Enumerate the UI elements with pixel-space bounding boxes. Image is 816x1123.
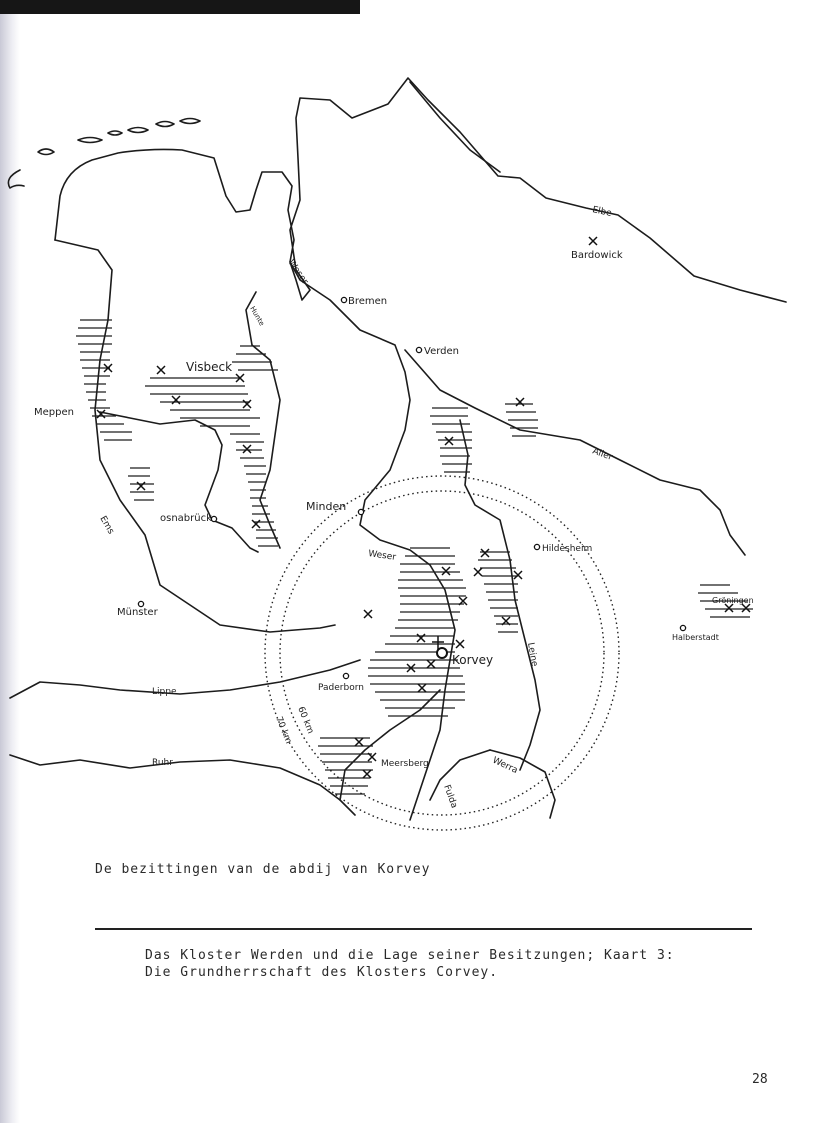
ems-river — [55, 240, 335, 632]
divider-rule — [95, 928, 752, 930]
possession-marker — [516, 398, 524, 406]
label-korvey: Korvey — [452, 653, 494, 667]
label-visbeck: Visbeck — [186, 360, 233, 374]
label-halberstadt: Halberstadt — [672, 633, 719, 642]
possession-marker — [445, 437, 453, 445]
possession-marker — [97, 410, 105, 418]
map-caption: De bezittingen van de abdij van Korvey — [95, 862, 431, 877]
label-aller: Aller — [590, 446, 614, 463]
label-leine: Leine — [525, 641, 540, 668]
aller-river — [405, 350, 745, 555]
munster-dot — [138, 601, 143, 606]
possession-marker — [589, 237, 597, 245]
possession-marker — [355, 738, 363, 746]
minden-dot — [358, 509, 363, 514]
label-hunte: Hunte — [248, 305, 266, 328]
possession-marker — [474, 568, 482, 576]
hatch-area-hildesheim — [478, 552, 518, 632]
hildesheim-dot — [534, 544, 539, 549]
label-ruhr: Ruhr — [152, 758, 173, 768]
possession-marker — [418, 684, 426, 692]
korvey-dot — [437, 648, 447, 658]
label-bardowick: Bardowick — [571, 250, 623, 261]
label-hildesheim: Hildesheim — [542, 544, 593, 554]
hatch-area-meersberg — [318, 738, 373, 794]
possession-marker — [442, 567, 450, 575]
hase-river — [100, 412, 258, 552]
label-meersberg: Meersberg — [381, 759, 429, 769]
page-number: 28 — [752, 1072, 768, 1087]
possession-marker — [137, 482, 145, 490]
possession-marker — [742, 604, 750, 612]
label-osnabruck: osnabrück — [160, 513, 212, 524]
coast-fragment — [8, 170, 24, 188]
label-fulda: Fulda — [441, 783, 459, 810]
possession-marker — [363, 770, 371, 778]
possession-marker — [456, 640, 464, 648]
halberstadt-dot — [680, 625, 685, 630]
possession-marker — [364, 610, 372, 618]
possession-marker — [172, 396, 180, 404]
label-paderborn: Paderborn — [318, 683, 364, 693]
hunte-river — [246, 292, 280, 548]
label-lippe: Lippe — [152, 687, 177, 697]
paderborn-dot — [343, 673, 348, 678]
source-line-2: Die Grundherrschaft des Klosters Corvey. — [145, 965, 499, 980]
label-bremen: Bremen — [348, 296, 388, 307]
label-munster: Münster — [117, 607, 158, 618]
possession-marker — [157, 366, 165, 374]
label-verden: Verden — [424, 346, 459, 357]
possession-marker — [252, 520, 260, 528]
osnabruck-dot — [211, 516, 216, 521]
label-weser-south: Weser — [367, 549, 397, 563]
possession-marker — [514, 571, 522, 579]
label-60km: 60 km — [295, 705, 316, 736]
label-minden: Minden — [306, 500, 347, 513]
label-70km: 70 km — [273, 715, 294, 746]
verden-dot — [416, 347, 421, 352]
label-elbe: Elbe — [591, 205, 613, 219]
hatch-area-korvey — [368, 548, 466, 716]
possession-marker — [481, 549, 489, 557]
label-meppen: Meppen — [34, 407, 74, 418]
possession-marker — [725, 604, 733, 612]
label-werra: Werra — [490, 755, 520, 776]
coastline — [55, 78, 786, 302]
lippe-river — [10, 660, 360, 698]
fulda-river — [430, 750, 490, 800]
ruhr-river — [10, 755, 355, 815]
hatch-area-aller — [505, 404, 538, 436]
source-line-1: Das Kloster Werden und die Lage seiner Besitzungen; Kaart 3: — [145, 948, 675, 963]
source-note — [145, 947, 675, 981]
label-ems: Ems — [97, 514, 116, 537]
label-weser: Weser — [285, 257, 310, 287]
label-groningen: Gröningen — [712, 596, 754, 605]
possession-marker — [243, 400, 251, 408]
possession-marker — [417, 634, 425, 642]
possession-marker — [427, 660, 435, 668]
leine-river — [460, 420, 540, 770]
bremen-dot — [341, 297, 346, 302]
hatch-area-osnabruck — [128, 468, 154, 500]
possession-marker — [243, 445, 251, 453]
